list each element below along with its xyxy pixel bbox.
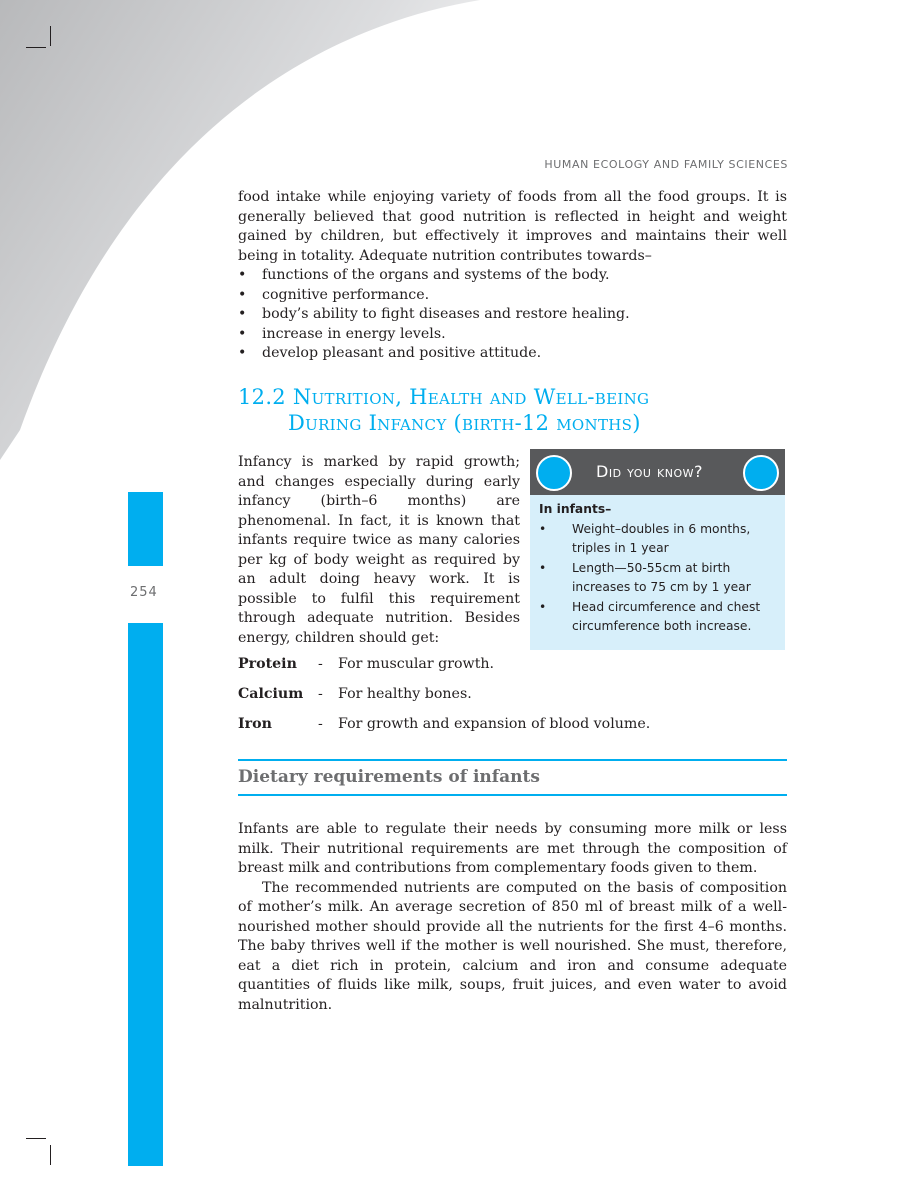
nutrient-row bbox=[238, 686, 787, 716]
running-header: HUMAN ECOLOGY AND FAMILY SCIENCES bbox=[544, 158, 788, 171]
nutrient-dash: - bbox=[318, 716, 323, 732]
section-heading bbox=[238, 384, 798, 436]
nutrient-row bbox=[238, 716, 787, 746]
page-number: 254 bbox=[130, 585, 158, 600]
list-item: • develop pleasant and positive attitude. bbox=[238, 344, 787, 364]
did-you-know-subtitle: In infants– bbox=[539, 502, 612, 516]
nutrient-list bbox=[238, 656, 787, 746]
did-you-know-header bbox=[530, 449, 785, 495]
dietary-paragraph-1: Infants are able to regulate their needs by consuming more milk or less milk. Their nutritional requirements are met through the composition of breast milk and contributions from complementary foods given to them. bbox=[238, 821, 787, 876]
did-you-know-box bbox=[530, 449, 785, 650]
list-item: • body’s ability to fight diseases and restore healing. bbox=[238, 305, 787, 325]
did-you-know-title: Did you know? bbox=[596, 462, 704, 481]
list-item: • Head circumference and chest circumference both increase. bbox=[539, 598, 779, 637]
nutrient-name: Iron bbox=[238, 716, 272, 732]
list-item: • cognitive performance. bbox=[238, 286, 787, 306]
nutrient-row bbox=[238, 656, 787, 686]
nutrient-purpose: For healthy bones. bbox=[338, 686, 472, 702]
section-heading-line1: 12.2 Nutrition, Health and Well-being bbox=[238, 385, 650, 409]
section-heading-line2: During Infancy (birth-12 months) bbox=[288, 411, 641, 435]
intro-bullet-list bbox=[238, 266, 787, 364]
nutrient-purpose: For muscular growth. bbox=[338, 656, 495, 672]
rule-line bbox=[238, 759, 787, 761]
intro-paragraph: food intake while enjoying variety of foods from all the food groups. It is generally believed that good nutrition is reflected in height and weight gained by children, but effectively it improves and maintains their well being in totality. Adequate nutrition contributes towards– bbox=[238, 189, 787, 264]
list-item: • increase in energy levels. bbox=[238, 325, 787, 345]
intro-block bbox=[238, 188, 787, 364]
nutrient-dash: - bbox=[318, 686, 323, 702]
did-you-know-list bbox=[539, 520, 779, 637]
crop-mark bbox=[50, 26, 51, 46]
infancy-paragraph: Infancy is marked by rapid growth; and changes especially during early infancy (birth–6 months) are phenomenal. In fact, it is known that infants require twice as many calories per kg of body weight as required by an adult doing heavy work. It is possible to fulfil this requirement through adequate nutrition. Besides energy, children should get: bbox=[238, 454, 520, 646]
crop-mark bbox=[50, 1145, 51, 1165]
nutrient-name: Protein bbox=[238, 656, 297, 672]
dietary-body bbox=[238, 820, 787, 1015]
circle-icon bbox=[743, 455, 779, 491]
nutrient-dash: - bbox=[318, 656, 323, 672]
rule-line bbox=[238, 794, 787, 796]
circle-icon bbox=[536, 455, 572, 491]
nutrient-purpose: For growth and expansion of blood volume. bbox=[338, 716, 651, 732]
side-accent-bar bbox=[128, 623, 163, 1166]
dietary-subheading: Dietary requirements of infants bbox=[238, 767, 540, 787]
crop-mark bbox=[26, 1138, 46, 1139]
nutrient-name: Calcium bbox=[238, 686, 304, 702]
dietary-paragraph-2: The recommended nutrients are computed on the basis of composition of mother’s milk. An average secretion of 850 ml of breast milk of a well-nourished mother should provide all the nutrients for the first 4–6 months. The baby thrives well if the mother is well nourished. She must, therefore, eat a diet rich in protein, calcium and iron and consume adequate quantities of fluids like milk, soups, fruit juices, and even water to avoid malnutrition. bbox=[238, 879, 787, 1013]
crop-mark bbox=[26, 47, 46, 48]
list-item: • Length—50-55cm at birth increases to 75 cm by 1 year bbox=[539, 559, 779, 598]
list-item: • Weight–doubles in 6 months, triples in 1 year bbox=[539, 520, 779, 559]
did-you-know-body bbox=[539, 500, 779, 637]
list-item: • functions of the organs and systems of the body. bbox=[238, 266, 787, 286]
side-accent-bar bbox=[128, 492, 163, 566]
